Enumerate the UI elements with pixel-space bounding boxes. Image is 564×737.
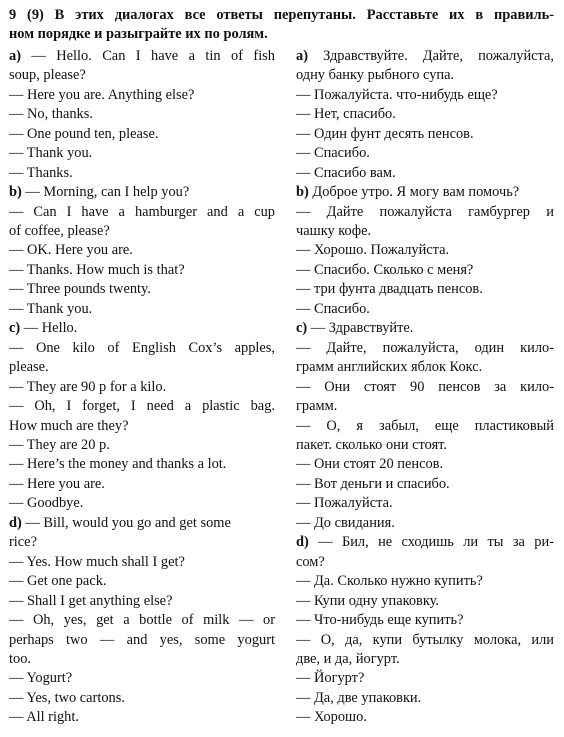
- russian-dialog-text: грамм английских яблок Кокс.: [296, 359, 483, 376]
- english-dialog-text: — Yes, two cartons.: [9, 689, 125, 706]
- english-dialog-text: — Shall I get anything else?: [9, 592, 173, 609]
- english-dialog-text: — OK. Here you are.: [9, 242, 133, 259]
- russian-dialog-text: Здравствуйте. Дайте, пожалуйста,: [323, 47, 554, 64]
- english-dialog-text: — One pound ten, please.: [9, 125, 159, 142]
- russian-dialog-text: — Они стоят 90 пенсов за кило-: [296, 378, 554, 395]
- header-instruction-1: В этих диалогах все ответы перепутаны. Расставьте их в правиль-: [54, 7, 554, 23]
- english-dialog-text: — Hello. Can I have a tin of fish: [31, 47, 275, 64]
- russian-dialog-line: [296, 708, 554, 727]
- english-dialog-line: [9, 300, 275, 319]
- russian-dialog-line: [296, 300, 554, 319]
- russian-dialog-line: [296, 417, 554, 436]
- english-dialog-text: — They are 90 p for a kilo.: [9, 378, 167, 395]
- russian-dialog-text: — Спасибо. Сколько с меня?: [296, 261, 474, 278]
- russian-dialog-line: [296, 378, 554, 397]
- english-dialog-text: — Goodbye.: [9, 495, 84, 512]
- english-dialog-line: [9, 86, 275, 105]
- russian-dialog-line: [296, 86, 554, 105]
- english-dialog-text: — Yogurt?: [9, 670, 73, 687]
- english-dialog-line: [9, 553, 275, 572]
- section-letter: a): [9, 47, 21, 64]
- english-dialog-text: rice?: [9, 534, 37, 551]
- russian-dialog-line: [296, 183, 554, 202]
- exercise-header: [9, 6, 554, 45]
- russian-dialog-line: [296, 436, 554, 455]
- english-dialog-line: [9, 339, 275, 358]
- russian-dialog-text: — три фунта двадцать пенсов.: [296, 281, 483, 298]
- english-dialog-text: — Oh, I forget, I need a plastic bag.: [9, 398, 275, 415]
- russian-dialog-text: — Йогурт?: [296, 670, 365, 687]
- exercise-number: 9 (9): [9, 7, 44, 23]
- english-dialog-text: — Here’s the money and thanks a lot.: [9, 456, 227, 473]
- russian-dialog-line: [296, 631, 554, 650]
- english-column: [9, 47, 275, 728]
- english-dialog-text: — They are 20 p.: [9, 436, 110, 453]
- english-dialog-text: — Thank you.: [9, 145, 93, 162]
- section-letter: d): [296, 534, 309, 551]
- russian-dialog-text: — О, я забыл, еще пластиковый: [296, 417, 554, 434]
- english-dialog-text: please.: [9, 359, 49, 376]
- english-dialog-text: — Can I have a hamburger and a cup: [9, 203, 275, 220]
- header-line-1: [9, 6, 554, 25]
- russian-dialog-text: пакет. сколько они стоят.: [296, 436, 447, 453]
- english-dialog-line: [9, 436, 275, 455]
- section-letter: c): [296, 320, 308, 337]
- russian-dialog-text: — Один фунт десять пенсов.: [296, 125, 474, 142]
- russian-dialog-text: — Дайте пожалуйста гамбургер и: [296, 203, 554, 220]
- section-letter: d): [9, 514, 22, 531]
- english-dialog-line: [9, 611, 275, 630]
- russian-dialog-text: — О, да, купи бутылку молока, или: [296, 631, 554, 648]
- english-dialog-line: [9, 669, 275, 688]
- russian-dialog-line: [296, 475, 554, 494]
- english-dialog-text: — Thanks.: [9, 164, 73, 181]
- english-dialog-line: [9, 397, 275, 416]
- russian-dialog-line: [296, 689, 554, 708]
- russian-dialog-line: [296, 241, 554, 260]
- russian-dialog-line: [296, 144, 554, 163]
- russian-dialog-text: — Спасибо вам.: [296, 164, 396, 181]
- russian-column: [296, 47, 554, 728]
- english-dialog-line: [9, 514, 275, 533]
- english-dialog-line: [9, 631, 275, 650]
- english-dialog-text: of coffee, please?: [9, 222, 110, 239]
- russian-dialog-line: [296, 47, 554, 66]
- english-dialog-text: — Here you are. Anything else?: [9, 86, 195, 103]
- russian-dialog-line: [296, 514, 554, 533]
- english-dialog-text: soup, please?: [9, 67, 86, 84]
- russian-dialog-line: [296, 553, 554, 572]
- russian-dialog-text: чашку кофе.: [296, 222, 372, 239]
- english-dialog-line: [9, 475, 275, 494]
- russian-dialog-text: — Пожалуйста.: [296, 495, 393, 512]
- english-dialog-line: [9, 47, 275, 66]
- english-dialog-line: [9, 708, 275, 727]
- english-dialog-line: [9, 222, 275, 241]
- russian-dialog-line: [296, 164, 554, 183]
- russian-dialog-text: — Дайте, пожалуйста, один кило-: [296, 339, 554, 356]
- english-dialog-line: [9, 241, 275, 260]
- russian-dialog-line: [296, 261, 554, 280]
- english-dialog-text: — Thank you.: [9, 300, 93, 317]
- russian-dialog-line: [296, 358, 554, 377]
- russian-dialog-text: — Хорошо. Пожалуйста.: [296, 242, 450, 259]
- russian-dialog-line: [296, 222, 554, 241]
- russian-dialog-line: [296, 455, 554, 474]
- russian-dialog-text: две, и да, йогурт.: [296, 650, 400, 667]
- english-dialog-line: [9, 280, 275, 299]
- english-dialog-text: — One kilo of English Cox’s apples,: [9, 339, 275, 356]
- english-dialog-line: [9, 378, 275, 397]
- section-letter: b): [9, 184, 22, 201]
- english-dialog-line: [9, 592, 275, 611]
- russian-dialog-text: — Купи одну упаковку.: [296, 592, 439, 609]
- english-dialog-line: [9, 203, 275, 222]
- english-dialog-text: — Hello.: [23, 320, 78, 337]
- english-dialog-line: [9, 144, 275, 163]
- english-dialog-line: [9, 319, 275, 338]
- english-dialog-line: [9, 105, 275, 124]
- russian-dialog-text: — Они стоят 20 пенсов.: [296, 456, 444, 473]
- russian-dialog-text: — Нет, спасибо.: [296, 106, 396, 123]
- english-dialog-line: [9, 261, 275, 280]
- russian-dialog-text: — Вот деньги и спасибо.: [296, 475, 450, 492]
- russian-dialog-line: [296, 203, 554, 222]
- english-dialog-text: How much are they?: [9, 417, 129, 434]
- header-line-2: [9, 25, 554, 44]
- english-dialog-line: [9, 125, 275, 144]
- russian-dialog-text: — Что-нибудь еще купить?: [296, 612, 464, 629]
- english-dialog-line: [9, 66, 275, 85]
- russian-dialog-text: — Бил, не сходишь ли ты за ри-: [318, 534, 554, 551]
- russian-dialog-line: [296, 650, 554, 669]
- russian-dialog-text: — Пожалуйста. что-нибудь еще?: [296, 86, 498, 103]
- russian-dialog-text: — Да, две упаковки.: [296, 689, 422, 706]
- english-dialog-line: [9, 455, 275, 474]
- english-dialog-text: — Here you are.: [9, 475, 105, 492]
- english-dialog-text: — Yes. How much shall I get?: [9, 553, 185, 570]
- russian-dialog-line: [296, 339, 554, 358]
- english-dialog-text: perhaps two — and yes, some yogurt: [9, 631, 275, 648]
- english-dialog-text: — Bill, would you go and get some: [25, 514, 231, 531]
- dialog-columns: [9, 47, 554, 728]
- section-letter: b): [296, 184, 309, 201]
- russian-dialog-text: — До свидания.: [296, 514, 395, 531]
- russian-dialog-line: [296, 494, 554, 513]
- russian-dialog-line: [296, 280, 554, 299]
- russian-dialog-line: [296, 592, 554, 611]
- russian-dialog-line: [296, 319, 554, 338]
- russian-dialog-line: [296, 66, 554, 85]
- english-dialog-line: [9, 358, 275, 377]
- english-dialog-line: [9, 494, 275, 513]
- english-dialog-text: — Three pounds twenty.: [9, 281, 151, 298]
- russian-dialog-line: [296, 572, 554, 591]
- russian-dialog-text: — Да. Сколько нужно купить?: [296, 573, 483, 590]
- english-dialog-line: [9, 689, 275, 708]
- english-dialog-text: too.: [9, 650, 31, 667]
- english-dialog-text: — Get one pack.: [9, 573, 107, 590]
- section-letter: c): [9, 320, 21, 337]
- english-dialog-text: — Thanks. How much is that?: [9, 261, 185, 278]
- english-dialog-line: [9, 572, 275, 591]
- english-dialog-line: [9, 533, 275, 552]
- russian-dialog-line: [296, 125, 554, 144]
- russian-dialog-text: — Спасибо.: [296, 145, 370, 162]
- header-instruction-2: ном порядке и разыграйте их по ролям.: [9, 26, 268, 43]
- english-dialog-text: — Morning, can I help you?: [25, 184, 190, 201]
- russian-dialog-text: Доброе утро. Я могу вам помочь?: [312, 184, 520, 201]
- russian-dialog-line: [296, 533, 554, 552]
- russian-dialog-text: сом?: [296, 553, 325, 570]
- russian-dialog-text: — Спасибо.: [296, 300, 370, 317]
- english-dialog-line: [9, 164, 275, 183]
- russian-dialog-line: [296, 611, 554, 630]
- russian-dialog-line: [296, 669, 554, 688]
- russian-dialog-text: — Здравствуйте.: [310, 320, 414, 337]
- english-dialog-text: — No, thanks.: [9, 106, 93, 123]
- english-dialog-text: — All right.: [9, 709, 79, 726]
- russian-dialog-line: [296, 397, 554, 416]
- english-dialog-line: [9, 183, 275, 202]
- russian-dialog-text: одну банку рыбного супа.: [296, 67, 455, 84]
- section-letter: a): [296, 47, 308, 64]
- english-dialog-text: — Oh, yes, get a bottle of milk — or: [9, 612, 275, 629]
- russian-dialog-text: — Хорошо.: [296, 709, 367, 726]
- russian-dialog-line: [296, 105, 554, 124]
- russian-dialog-text: грамм.: [296, 398, 338, 415]
- english-dialog-line: [9, 417, 275, 436]
- english-dialog-line: [9, 650, 275, 669]
